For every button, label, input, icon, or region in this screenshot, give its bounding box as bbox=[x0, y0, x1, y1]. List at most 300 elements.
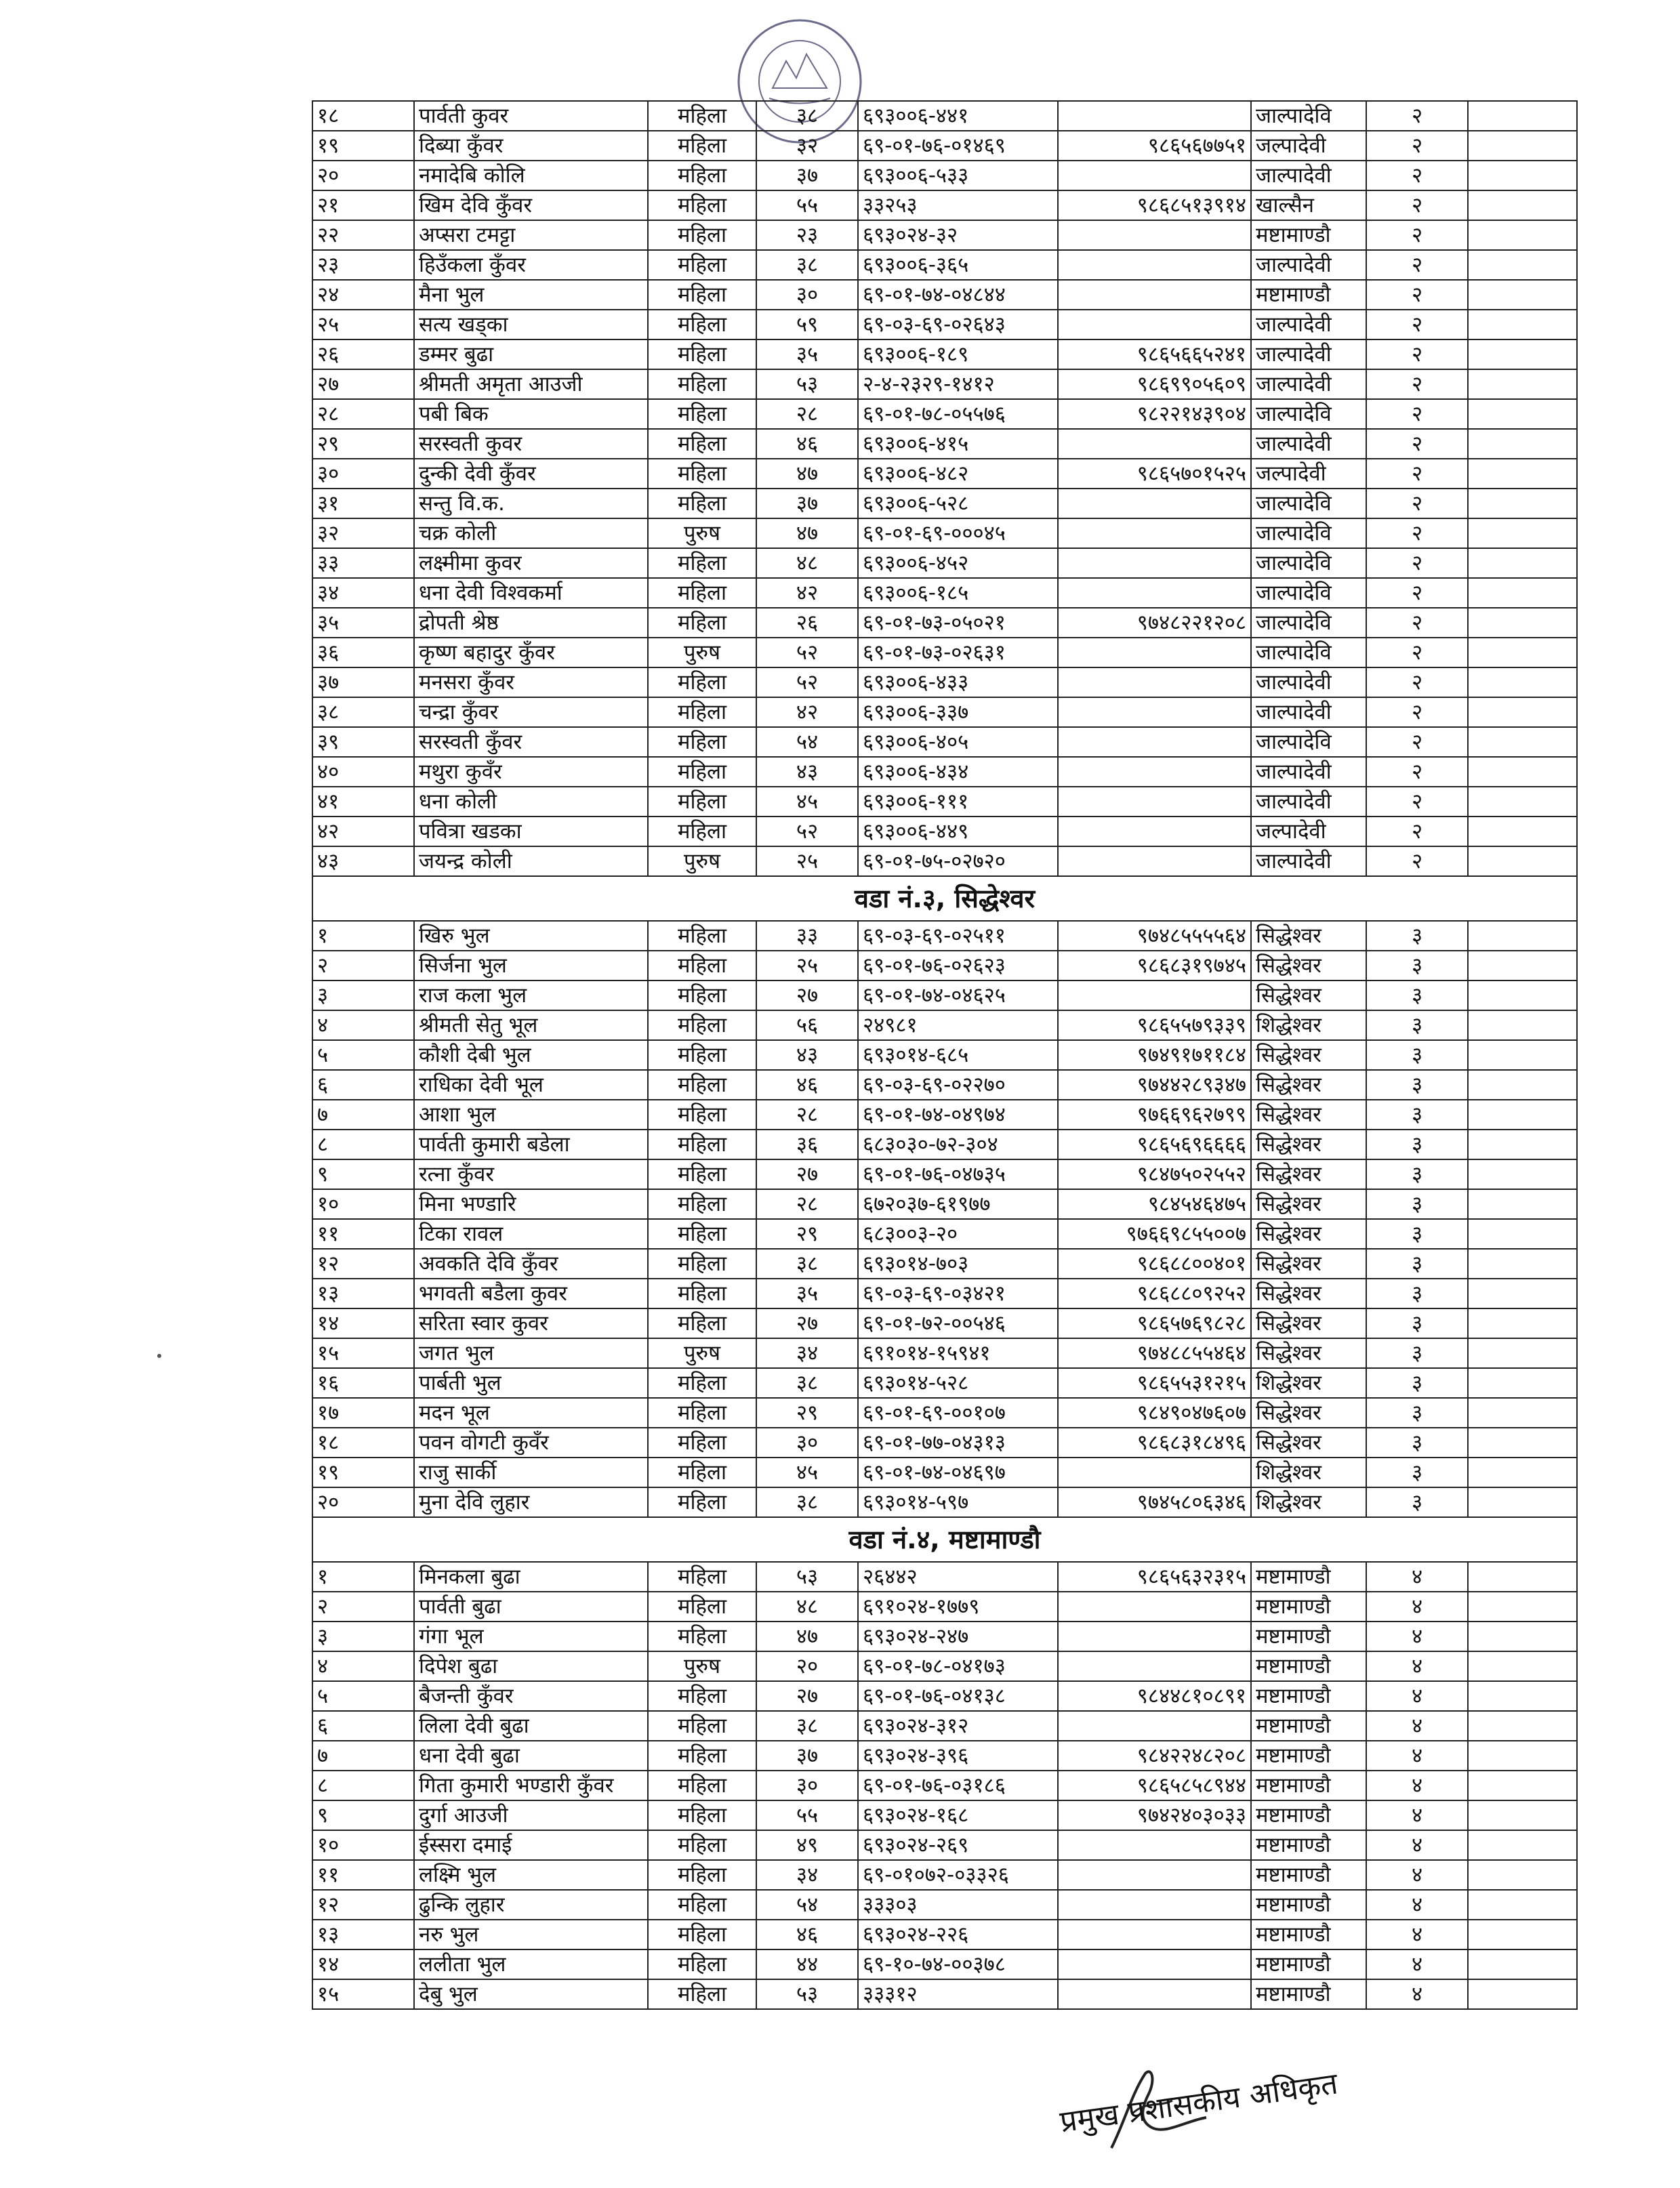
blank-cell-cell bbox=[1468, 1890, 1577, 1920]
address-cell: सिद्धेश्वर bbox=[1251, 921, 1366, 951]
citizenship-number-cell: ६९-०१-७४-०४८४४ bbox=[858, 280, 1058, 310]
ward-number-cell: ३ bbox=[1366, 1249, 1468, 1279]
ward-number-cell: ४ bbox=[1366, 1860, 1468, 1890]
table-row bbox=[312, 921, 1577, 951]
name-cell: धना देवी बुढा bbox=[414, 1741, 648, 1771]
serial-number-cell: ३४ bbox=[312, 578, 414, 608]
age-cell: ४३ bbox=[756, 757, 858, 787]
address-cell: शिद्धेश्वर bbox=[1251, 1368, 1366, 1398]
gender-cell: महिला bbox=[648, 787, 756, 817]
age-cell: ५३ bbox=[756, 1979, 858, 2009]
age-cell: २७ bbox=[756, 981, 858, 1010]
gender-cell: महिला bbox=[648, 190, 756, 220]
citizenship-number-cell: ६९१०२४-१७७९ bbox=[858, 1592, 1058, 1622]
age-cell: ३८ bbox=[756, 1487, 858, 1517]
gender-cell: पुरुष bbox=[648, 846, 756, 876]
gender-cell: महिला bbox=[648, 817, 756, 846]
table-row bbox=[312, 1398, 1577, 1428]
table-row bbox=[312, 846, 1577, 876]
blank-cell-cell bbox=[1468, 518, 1577, 548]
table-row bbox=[312, 1219, 1577, 1249]
table-row bbox=[312, 459, 1577, 489]
name-cell: बैजन्ती कुँवर bbox=[414, 1681, 648, 1711]
age-cell: २९ bbox=[756, 1398, 858, 1428]
address-cell: जाल्पादेवी bbox=[1251, 369, 1366, 399]
table-row bbox=[312, 608, 1577, 638]
serial-number-cell: ३७ bbox=[312, 667, 414, 697]
serial-number-cell: १८ bbox=[312, 1428, 414, 1458]
blank-cell-cell bbox=[1468, 1681, 1577, 1711]
age-cell: ४२ bbox=[756, 697, 858, 727]
serial-number-cell: १३ bbox=[312, 1279, 414, 1308]
ward-number-cell: २ bbox=[1366, 220, 1468, 250]
phone-number-cell: ९७४८२२१२०८ bbox=[1058, 608, 1251, 638]
serial-number-cell: ९ bbox=[312, 1159, 414, 1189]
address-cell: सिद्धेश्वर bbox=[1251, 1338, 1366, 1368]
table-row bbox=[312, 310, 1577, 339]
phone-number-cell bbox=[1058, 817, 1251, 846]
age-cell: ५२ bbox=[756, 667, 858, 697]
table-row bbox=[312, 1830, 1577, 1860]
blank-cell-cell bbox=[1468, 310, 1577, 339]
ward-number-cell: ४ bbox=[1366, 1830, 1468, 1860]
ward-number-cell: २ bbox=[1366, 787, 1468, 817]
table-row bbox=[312, 1100, 1577, 1130]
gender-cell: पुरुष bbox=[648, 518, 756, 548]
name-cell: खिरु भुल bbox=[414, 921, 648, 951]
ward-number-cell: २ bbox=[1366, 429, 1468, 459]
address-cell: मष्टामाण्डौ bbox=[1251, 1830, 1366, 1860]
citizenship-number-cell: ६९३०१४-५९७ bbox=[858, 1487, 1058, 1517]
blank-cell-cell bbox=[1468, 1010, 1577, 1040]
name-cell: कृष्ण बहादुर कुँवर bbox=[414, 638, 648, 667]
blank-cell-cell bbox=[1468, 1130, 1577, 1159]
table-row bbox=[312, 1890, 1577, 1920]
blank-cell-cell bbox=[1468, 339, 1577, 369]
age-cell: ३७ bbox=[756, 1741, 858, 1771]
address-cell: शिद्धेश्वर bbox=[1251, 1458, 1366, 1487]
age-cell: ४६ bbox=[756, 429, 858, 459]
table-row bbox=[312, 817, 1577, 846]
name-cell: दिब्या कुँवर bbox=[414, 131, 648, 161]
gender-cell: पुरुष bbox=[648, 638, 756, 667]
age-cell: २८ bbox=[756, 399, 858, 429]
name-cell: पार्वती कुमारी बडेला bbox=[414, 1130, 648, 1159]
name-cell: धना कोली bbox=[414, 787, 648, 817]
address-cell: सिद्धेश्वर bbox=[1251, 1219, 1366, 1249]
table-row bbox=[312, 638, 1577, 667]
age-cell: ३८ bbox=[756, 101, 858, 131]
serial-number-cell: १० bbox=[312, 1830, 414, 1860]
age-cell: ३६ bbox=[756, 1130, 858, 1159]
phone-number-cell bbox=[1058, 489, 1251, 518]
citizenship-number-cell: ६९-०१-७४-०४६२५ bbox=[858, 981, 1058, 1010]
name-cell: मथुरा कुवँर bbox=[414, 757, 648, 787]
serial-number-cell: २० bbox=[312, 161, 414, 190]
age-cell: २८ bbox=[756, 1100, 858, 1130]
blank-cell-cell bbox=[1468, 1949, 1577, 1979]
serial-number-cell: १४ bbox=[312, 1949, 414, 1979]
serial-number-cell: २८ bbox=[312, 399, 414, 429]
citizenship-number-cell: ६९-०१-७६-०१४६९ bbox=[858, 131, 1058, 161]
blank-cell-cell bbox=[1468, 1920, 1577, 1949]
blank-cell-cell bbox=[1468, 1860, 1577, 1890]
phone-number-cell bbox=[1058, 1622, 1251, 1651]
address-cell: सिद्धेश्वर bbox=[1251, 1100, 1366, 1130]
ward-number-cell: २ bbox=[1366, 757, 1468, 787]
blank-cell-cell bbox=[1468, 1159, 1577, 1189]
name-cell: लक्ष्मि भुल bbox=[414, 1860, 648, 1890]
address-cell: मष्टामाण्डौ bbox=[1251, 1681, 1366, 1711]
gender-cell: महिला bbox=[648, 310, 756, 339]
serial-number-cell: ७ bbox=[312, 1100, 414, 1130]
table-row bbox=[312, 101, 1577, 131]
address-cell: मष्टामाण्डौ bbox=[1251, 1711, 1366, 1741]
gender-cell: महिला bbox=[648, 369, 756, 399]
blank-cell-cell bbox=[1468, 1830, 1577, 1860]
phone-number-cell: ९८६५७६९८२८ bbox=[1058, 1308, 1251, 1338]
citizenship-number-cell: ६९-०१-७३-०२६३१ bbox=[858, 638, 1058, 667]
address-cell: जाल्पादेवि bbox=[1251, 489, 1366, 518]
ward-number-cell: २ bbox=[1366, 518, 1468, 548]
age-cell: २९ bbox=[756, 1219, 858, 1249]
address-cell: सिद्धेश्वर bbox=[1251, 1130, 1366, 1159]
age-cell: ४७ bbox=[756, 459, 858, 489]
gender-cell: महिला bbox=[648, 429, 756, 459]
table-row bbox=[312, 727, 1577, 757]
blank-cell-cell bbox=[1468, 131, 1577, 161]
blank-cell-cell bbox=[1468, 951, 1577, 981]
serial-number-cell: ४ bbox=[312, 1010, 414, 1040]
citizenship-number-cell: ६९३०१४-५२८ bbox=[858, 1368, 1058, 1398]
address-cell: जाल्पादेवी bbox=[1251, 429, 1366, 459]
age-cell: ३२ bbox=[756, 131, 858, 161]
age-cell: ५९ bbox=[756, 310, 858, 339]
ward-number-cell: २ bbox=[1366, 399, 1468, 429]
table-row bbox=[312, 1428, 1577, 1458]
serial-number-cell: १ bbox=[312, 1562, 414, 1592]
citizenship-number-cell: ६९३०२४-१६८ bbox=[858, 1800, 1058, 1830]
address-cell: जाल्पादेवि bbox=[1251, 548, 1366, 578]
ward-number-cell: ३ bbox=[1366, 1219, 1468, 1249]
blank-cell-cell bbox=[1468, 1279, 1577, 1308]
age-cell: ३० bbox=[756, 1428, 858, 1458]
phone-number-cell bbox=[1058, 1860, 1251, 1890]
phone-number-cell: ९७४९१७११८४ bbox=[1058, 1040, 1251, 1070]
age-cell: ४७ bbox=[756, 518, 858, 548]
citizenship-number-cell: ६७२०३७-६१९७७ bbox=[858, 1189, 1058, 1219]
address-cell: मष्टामाण्डौ bbox=[1251, 1741, 1366, 1771]
citizenship-number-cell: ६९३०२४-२२६ bbox=[858, 1920, 1058, 1949]
gender-cell: महिला bbox=[648, 608, 756, 638]
serial-number-cell: ११ bbox=[312, 1860, 414, 1890]
citizenship-number-cell: ६९-०१-६९-००१०७ bbox=[858, 1398, 1058, 1428]
name-cell: मिना भण्डारि bbox=[414, 1189, 648, 1219]
citizenship-number-cell: ६९१०१४-१५९४१ bbox=[858, 1338, 1058, 1368]
serial-number-cell: २४ bbox=[312, 280, 414, 310]
table-row bbox=[312, 1711, 1577, 1741]
table-row bbox=[312, 578, 1577, 608]
table-row bbox=[312, 1860, 1577, 1890]
serial-number-cell: ९ bbox=[312, 1800, 414, 1830]
phone-number-cell: ९८६५६७७५१ bbox=[1058, 131, 1251, 161]
ward-number-cell: २ bbox=[1366, 339, 1468, 369]
age-cell: ४५ bbox=[756, 1458, 858, 1487]
table-row bbox=[312, 429, 1577, 459]
name-cell: दुर्गा आउजी bbox=[414, 1800, 648, 1830]
citizenship-number-cell: ३३२५३ bbox=[858, 190, 1058, 220]
ward-number-cell: २ bbox=[1366, 101, 1468, 131]
table-row bbox=[312, 1592, 1577, 1622]
ward-number-cell: २ bbox=[1366, 697, 1468, 727]
blank-cell-cell bbox=[1468, 1622, 1577, 1651]
citizenship-number-cell: ६९३००६-४८२ bbox=[858, 459, 1058, 489]
age-cell: ५२ bbox=[756, 638, 858, 667]
citizenship-number-cell: ६९३००६-३६५ bbox=[858, 250, 1058, 280]
serial-number-cell: २ bbox=[312, 951, 414, 981]
ward-number-cell: ३ bbox=[1366, 951, 1468, 981]
gender-cell: महिला bbox=[648, 1458, 756, 1487]
table-row bbox=[312, 1010, 1577, 1040]
age-cell: ४४ bbox=[756, 1949, 858, 1979]
address-cell: सिद्धेश्वर bbox=[1251, 1308, 1366, 1338]
blank-cell-cell bbox=[1468, 757, 1577, 787]
citizenship-number-cell: ६९-०१-७७-०४३१३ bbox=[858, 1428, 1058, 1458]
serial-number-cell: २७ bbox=[312, 369, 414, 399]
blank-cell-cell bbox=[1468, 787, 1577, 817]
ward-number-cell: ४ bbox=[1366, 1920, 1468, 1949]
citizenship-number-cell: ६९-०१-७२-००५४६ bbox=[858, 1308, 1058, 1338]
age-cell: ३८ bbox=[756, 1249, 858, 1279]
citizenship-number-cell: ६९३००६-४१५ bbox=[858, 429, 1058, 459]
name-cell: चक्र कोली bbox=[414, 518, 648, 548]
phone-number-cell bbox=[1058, 220, 1251, 250]
table-row bbox=[312, 399, 1577, 429]
gender-cell: महिला bbox=[648, 921, 756, 951]
address-cell: जल्पादेवी bbox=[1251, 817, 1366, 846]
table-row bbox=[312, 1622, 1577, 1651]
gender-cell: महिला bbox=[648, 1830, 756, 1860]
citizenship-number-cell: ६९-०३-६९-०३४२१ bbox=[858, 1279, 1058, 1308]
gender-cell: महिला bbox=[648, 1681, 756, 1711]
table-row bbox=[312, 131, 1577, 161]
age-cell: २७ bbox=[756, 1681, 858, 1711]
serial-number-cell: ३० bbox=[312, 459, 414, 489]
blank-cell-cell bbox=[1468, 1711, 1577, 1741]
gender-cell: महिला bbox=[648, 1979, 756, 2009]
address-cell: मष्टामाण्डौ bbox=[1251, 1920, 1366, 1949]
phone-number-cell: ९८४२२४८२०८ bbox=[1058, 1741, 1251, 1771]
blank-cell-cell bbox=[1468, 250, 1577, 280]
serial-number-cell: ३१ bbox=[312, 489, 414, 518]
citizenship-number-cell: ६९-०१-७३-०५०२१ bbox=[858, 608, 1058, 638]
blank-cell-cell bbox=[1468, 1651, 1577, 1681]
phone-number-cell bbox=[1058, 101, 1251, 131]
gender-cell: महिला bbox=[648, 951, 756, 981]
name-cell: आशा भुल bbox=[414, 1100, 648, 1130]
ward-number-cell: २ bbox=[1366, 578, 1468, 608]
gender-cell: महिला bbox=[648, 1159, 756, 1189]
phone-number-cell: ९७४२४०३०३३ bbox=[1058, 1800, 1251, 1830]
serial-number-cell: ३८ bbox=[312, 697, 414, 727]
serial-number-cell: १४ bbox=[312, 1308, 414, 1338]
serial-number-cell: ३ bbox=[312, 981, 414, 1010]
serial-number-cell: १५ bbox=[312, 1979, 414, 2009]
table-row bbox=[312, 1338, 1577, 1368]
address-cell: सिद्धेश्वर bbox=[1251, 1279, 1366, 1308]
ward-number-cell: ३ bbox=[1366, 1040, 1468, 1070]
citizenship-number-cell: २-४-२३२९-१४१२ bbox=[858, 369, 1058, 399]
blank-cell-cell bbox=[1468, 1398, 1577, 1428]
gender-cell: महिला bbox=[648, 339, 756, 369]
name-cell: पार्वती कुवर bbox=[414, 101, 648, 131]
address-cell: जाल्पादेवी bbox=[1251, 310, 1366, 339]
name-cell: मुना देवि लुहार bbox=[414, 1487, 648, 1517]
age-cell: २७ bbox=[756, 1308, 858, 1338]
address-cell: मष्टामाण्डौ bbox=[1251, 1771, 1366, 1800]
serial-number-cell: ६ bbox=[312, 1070, 414, 1100]
blank-cell-cell bbox=[1468, 459, 1577, 489]
serial-number-cell: ३६ bbox=[312, 638, 414, 667]
phone-number-cell bbox=[1058, 310, 1251, 339]
name-cell: राजु सार्की bbox=[414, 1458, 648, 1487]
blank-cell-cell bbox=[1468, 548, 1577, 578]
gender-cell: महिला bbox=[648, 757, 756, 787]
ward-number-cell: २ bbox=[1366, 369, 1468, 399]
citizenship-number-cell: ६९३०१४-७०३ bbox=[858, 1249, 1058, 1279]
age-cell: ५३ bbox=[756, 369, 858, 399]
address-cell: जाल्पादेवी bbox=[1251, 697, 1366, 727]
blank-cell-cell bbox=[1468, 1592, 1577, 1622]
phone-number-cell bbox=[1058, 578, 1251, 608]
name-cell: नमादेबि कोलि bbox=[414, 161, 648, 190]
age-cell: ४८ bbox=[756, 548, 858, 578]
address-cell: मष्टामाण्डौ bbox=[1251, 1949, 1366, 1979]
ward-number-cell: ४ bbox=[1366, 1890, 1468, 1920]
table-row bbox=[312, 981, 1577, 1010]
citizenship-number-cell: ६९३००६-१८५ bbox=[858, 578, 1058, 608]
phone-number-cell: ९८६८३१९७४५ bbox=[1058, 951, 1251, 981]
serial-number-cell: ३३ bbox=[312, 548, 414, 578]
beneficiary-list bbox=[312, 100, 1576, 2010]
gender-cell: महिला bbox=[648, 1920, 756, 1949]
citizenship-number-cell: ६९-०१-७८-०४१७३ bbox=[858, 1651, 1058, 1681]
ward-number-cell: ३ bbox=[1366, 1279, 1468, 1308]
age-cell: २६ bbox=[756, 608, 858, 638]
address-cell: जाल्पादेवि bbox=[1251, 638, 1366, 667]
ward-number-cell: ४ bbox=[1366, 1711, 1468, 1741]
gender-cell: महिला bbox=[648, 1771, 756, 1800]
citizenship-number-cell: ६९३००६-४४९ bbox=[858, 817, 1058, 846]
table-row bbox=[312, 1651, 1577, 1681]
name-cell: चन्द्रा कुँवर bbox=[414, 697, 648, 727]
table-row bbox=[312, 1070, 1577, 1100]
citizenship-number-cell: ६९-०१-७८-०५५७६ bbox=[858, 399, 1058, 429]
citizenship-number-cell: ६९३००६-४४१ bbox=[858, 101, 1058, 131]
serial-number-cell: २० bbox=[312, 1487, 414, 1517]
address-cell: जाल्पादेवी bbox=[1251, 757, 1366, 787]
name-cell: मैना भुल bbox=[414, 280, 648, 310]
address-cell: शिद्धेश्वर bbox=[1251, 1010, 1366, 1040]
blank-cell-cell bbox=[1468, 697, 1577, 727]
phone-number-cell: ९८४४८१०८९१ bbox=[1058, 1681, 1251, 1711]
name-cell: पवन वोगटी कुवँर bbox=[414, 1428, 648, 1458]
age-cell: २८ bbox=[756, 1189, 858, 1219]
blank-cell-cell bbox=[1468, 1979, 1577, 2009]
ward-number-cell: ३ bbox=[1366, 921, 1468, 951]
age-cell: ३४ bbox=[756, 1860, 858, 1890]
speck bbox=[157, 1354, 161, 1358]
gender-cell: महिला bbox=[648, 1130, 756, 1159]
address-cell: जाल्पादेवि bbox=[1251, 101, 1366, 131]
gender-cell: पुरुष bbox=[648, 1651, 756, 1681]
ward-number-cell: ४ bbox=[1366, 1592, 1468, 1622]
age-cell: ३५ bbox=[756, 1279, 858, 1308]
citizenship-number-cell: ६९-०१-७५-०२७२० bbox=[858, 846, 1058, 876]
address-cell: जाल्पादेवी bbox=[1251, 667, 1366, 697]
address-cell: जाल्पादेवी bbox=[1251, 787, 1366, 817]
gender-cell: महिला bbox=[648, 1308, 756, 1338]
table-row bbox=[312, 489, 1577, 518]
citizenship-number-cell: २४९८१ bbox=[858, 1010, 1058, 1040]
age-cell: २३ bbox=[756, 220, 858, 250]
blank-cell-cell bbox=[1468, 817, 1577, 846]
blank-cell-cell bbox=[1468, 429, 1577, 459]
table-row bbox=[312, 1189, 1577, 1219]
phone-number-cell: ९८६५८५८९४४ bbox=[1058, 1771, 1251, 1800]
name-cell: धना देवी विश्वकर्मा bbox=[414, 578, 648, 608]
name-cell: जगत भुल bbox=[414, 1338, 648, 1368]
serial-number-cell: १९ bbox=[312, 1458, 414, 1487]
address-cell: जाल्पादेवि bbox=[1251, 399, 1366, 429]
gender-cell: महिला bbox=[648, 667, 756, 697]
ward-number-cell: ३ bbox=[1366, 1159, 1468, 1189]
phone-number-cell bbox=[1058, 548, 1251, 578]
address-cell: जल्पादेवी bbox=[1251, 131, 1366, 161]
gender-cell: महिला bbox=[648, 1562, 756, 1592]
serial-number-cell: १७ bbox=[312, 1398, 414, 1428]
serial-number-cell: १५ bbox=[312, 1338, 414, 1368]
gender-cell: महिला bbox=[648, 1890, 756, 1920]
ward-number-cell: ४ bbox=[1366, 1562, 1468, 1592]
ward-number-cell: ३ bbox=[1366, 1130, 1468, 1159]
age-cell: ३५ bbox=[756, 339, 858, 369]
address-cell: सिद्धेश्वर bbox=[1251, 1040, 1366, 1070]
ward-number-cell: ३ bbox=[1366, 1458, 1468, 1487]
gender-cell: महिला bbox=[648, 459, 756, 489]
age-cell: ४७ bbox=[756, 1622, 858, 1651]
ward-number-cell: ४ bbox=[1366, 1741, 1468, 1771]
ward-number-cell: ३ bbox=[1366, 1487, 1468, 1517]
citizenship-number-cell: ६८३००३-२० bbox=[858, 1219, 1058, 1249]
age-cell: ५६ bbox=[756, 1010, 858, 1040]
ward-number-cell: ३ bbox=[1366, 1070, 1468, 1100]
phone-number-cell: ९८६५७०१५२५ bbox=[1058, 459, 1251, 489]
name-cell: हिउँकला कुँवर bbox=[414, 250, 648, 280]
age-cell: ३४ bbox=[756, 1338, 858, 1368]
blank-cell-cell bbox=[1468, 1800, 1577, 1830]
address-cell: मष्टामाण्डौ bbox=[1251, 220, 1366, 250]
ward-number-cell: २ bbox=[1366, 310, 1468, 339]
phone-number-cell: ९८६८८००४०१ bbox=[1058, 1249, 1251, 1279]
age-cell: ५४ bbox=[756, 1890, 858, 1920]
address-cell: सिद्धेश्वर bbox=[1251, 1159, 1366, 1189]
phone-number-cell bbox=[1058, 1458, 1251, 1487]
gender-cell: महिला bbox=[648, 1249, 756, 1279]
table-row bbox=[312, 1562, 1577, 1592]
blank-cell-cell bbox=[1468, 1189, 1577, 1219]
phone-number-cell bbox=[1058, 787, 1251, 817]
